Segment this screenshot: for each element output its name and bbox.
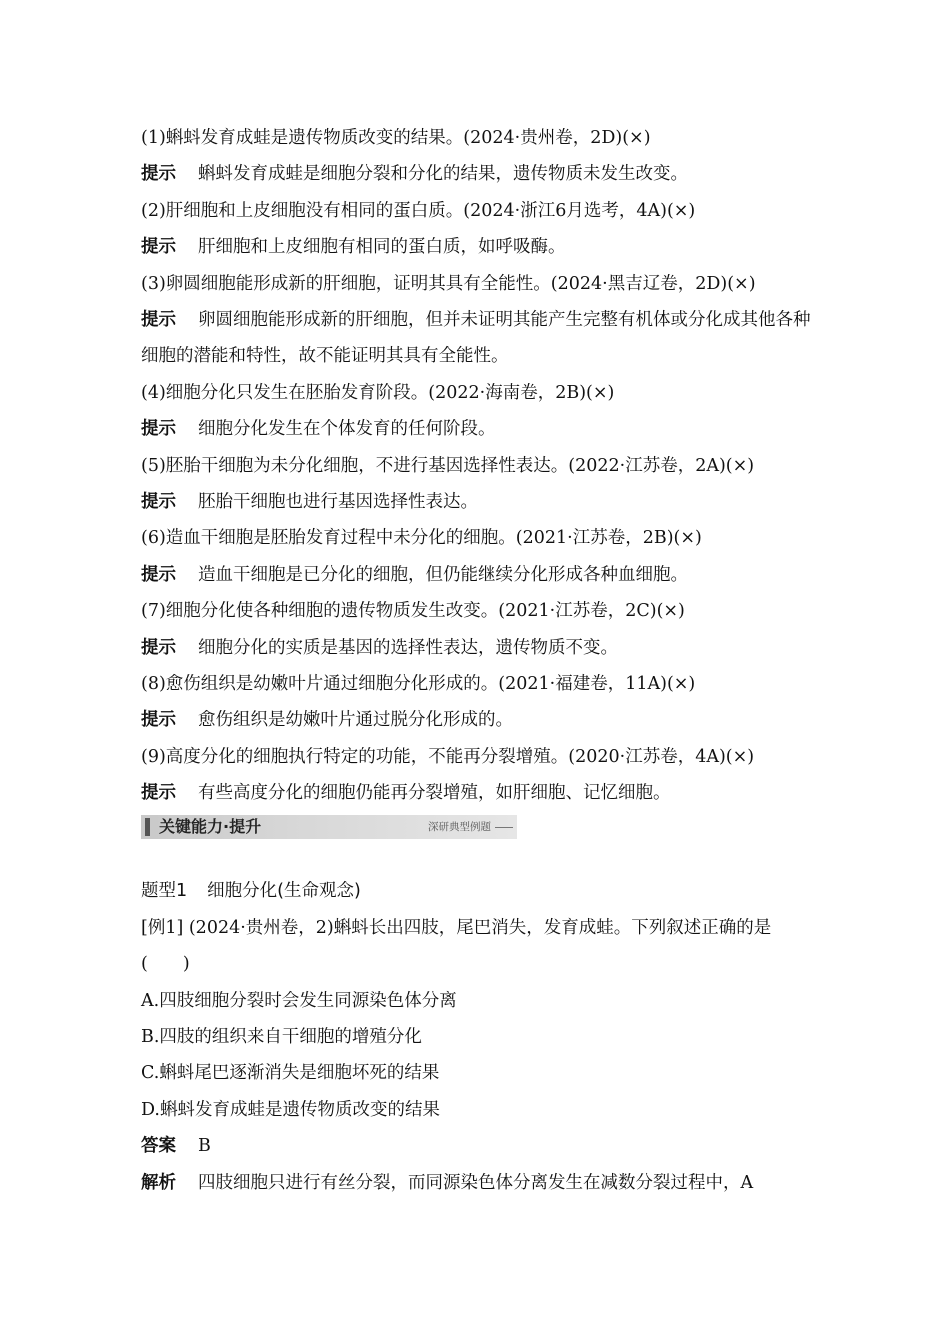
hint-label: 提示 <box>141 637 176 658</box>
hint-line <box>141 702 813 738</box>
review-item-5 <box>141 448 813 521</box>
document-page <box>141 120 813 1201</box>
review-item-6 <box>141 520 813 593</box>
banner-accent-bar <box>145 818 150 836</box>
hint-text: 愈伤组织是幼嫩叶片通过脱分化形成的。 <box>198 710 513 731</box>
analysis-text: 四肢细胞只进行有丝分裂，而同源染色体分离发生在减数分裂过程中，A <box>198 1172 754 1193</box>
question-text: (4)细胞分化只发生在胚胎发育阶段。(2022·海南卷，2B)(×) <box>141 382 615 403</box>
question-text: (7)细胞分化使各种细胞的遗传物质发生改变。(2021·江苏卷，2C)(×) <box>141 601 685 622</box>
section-number: 题型1 <box>141 881 188 902</box>
hint-line <box>141 229 813 265</box>
review-item-2 <box>141 193 813 266</box>
answer-value: B <box>198 1136 211 1157</box>
question-text: (8)愈伤组织是幼嫩叶片通过细胞分化形成的。(2021·福建卷，11A)(×) <box>141 673 696 694</box>
hint-line <box>141 411 813 447</box>
option-b: B.四肢的组织来自干细胞的增殖分化 <box>141 1027 422 1048</box>
hint-label: 提示 <box>141 419 176 440</box>
review-item-1 <box>141 120 813 193</box>
hint-text: 细胞分化发生在个体发育的任何阶段。 <box>198 419 496 440</box>
banner-subtitle: 深研典型例题 <box>428 821 491 834</box>
section-title: 细胞分化(生命观念) <box>207 881 361 902</box>
option-a: A.四肢细胞分裂时会发生同源染色体分离 <box>141 990 457 1011</box>
question-text: (6)造血干细胞是胚胎发育过程中未分化的细胞。(2021·江苏卷，2B)(×) <box>141 528 702 549</box>
hint-label: 提示 <box>141 237 176 258</box>
hint-line <box>141 557 813 593</box>
hint-text: 肝细胞和上皮细胞有相同的蛋白质，如呼吸酶。 <box>198 237 566 258</box>
section-heading <box>141 873 813 909</box>
hint-label: 提示 <box>141 783 176 804</box>
hint-text: 有些高度分化的细胞仍能再分裂增殖，如肝细胞、记忆细胞。 <box>198 783 671 804</box>
review-item-3 <box>141 266 813 375</box>
banner-rule <box>495 827 513 828</box>
review-item-7 <box>141 593 813 666</box>
hint-text: 胚胎干细胞也进行基因选择性表达。 <box>198 491 478 512</box>
analysis-line <box>141 1165 813 1201</box>
hint-text: 卵圆细胞能形成新的肝细胞，但并未证明其能产生完整有机体或分化成其他各种细胞的潜能和特性，故不能证明其具有全能性。 <box>141 309 811 367</box>
hint-label: 提示 <box>141 164 176 185</box>
review-item-4 <box>141 375 813 448</box>
hint-label: 提示 <box>141 309 176 330</box>
hint-text: 蝌蚪发育成蛙是细胞分裂和分化的结果，遗传物质未发生改变。 <box>198 164 688 185</box>
question-text: (1)蝌蚪发育成蛙是遗传物质改变的结果。(2024·贵州卷，2D)(×) <box>141 128 651 148</box>
hint-label: 提示 <box>141 710 176 731</box>
section-banner <box>141 815 517 839</box>
hint-line <box>141 484 813 520</box>
question-text: (5)胚胎干细胞为未分化细胞，不进行基因选择性表达。(2022·江苏卷，2A)(×) <box>141 455 755 476</box>
question-text: (3)卵圆细胞能形成新的肝细胞，证明其具有全能性。(2024·黑吉辽卷，2D)(×) <box>141 273 756 294</box>
hint-label: 提示 <box>141 564 176 585</box>
answer-label: 答案 <box>141 1136 176 1157</box>
review-item-8 <box>141 666 813 739</box>
hint-line <box>141 630 813 666</box>
question-text: (2)肝细胞和上皮细胞没有相同的蛋白质。(2024·浙江6月选考，4A)(×) <box>141 200 696 221</box>
answer-line <box>141 1128 813 1164</box>
hint-label: 提示 <box>141 491 176 512</box>
option-d: D.蝌蚪发育成蛙是遗传物质改变的结果 <box>141 1099 440 1120</box>
hint-text: 造血干细胞是已分化的细胞，但仍能继续分化形成各种血细胞。 <box>198 564 688 585</box>
example-stem: [例1] (2024·贵州卷，2)蝌蚪长出四肢，尾巴消失，发育成蛙。下列叙述正确的是( ) <box>141 917 772 975</box>
hint-line <box>141 775 813 811</box>
banner-title: 关键能力·提升 <box>159 817 262 837</box>
analysis-label: 解析 <box>141 1172 176 1193</box>
question-text: (9)高度分化的细胞执行特定的功能，不能再分裂增殖。(2020·江苏卷，4A)(×) <box>141 746 755 767</box>
hint-text: 细胞分化的实质是基因的选择性表达，遗传物质不变。 <box>198 637 618 658</box>
hint-line <box>141 156 813 192</box>
option-c: C.蝌蚪尾巴逐渐消失是细胞坏死的结果 <box>141 1063 440 1084</box>
review-item-9 <box>141 739 813 812</box>
hint-line <box>141 302 813 375</box>
